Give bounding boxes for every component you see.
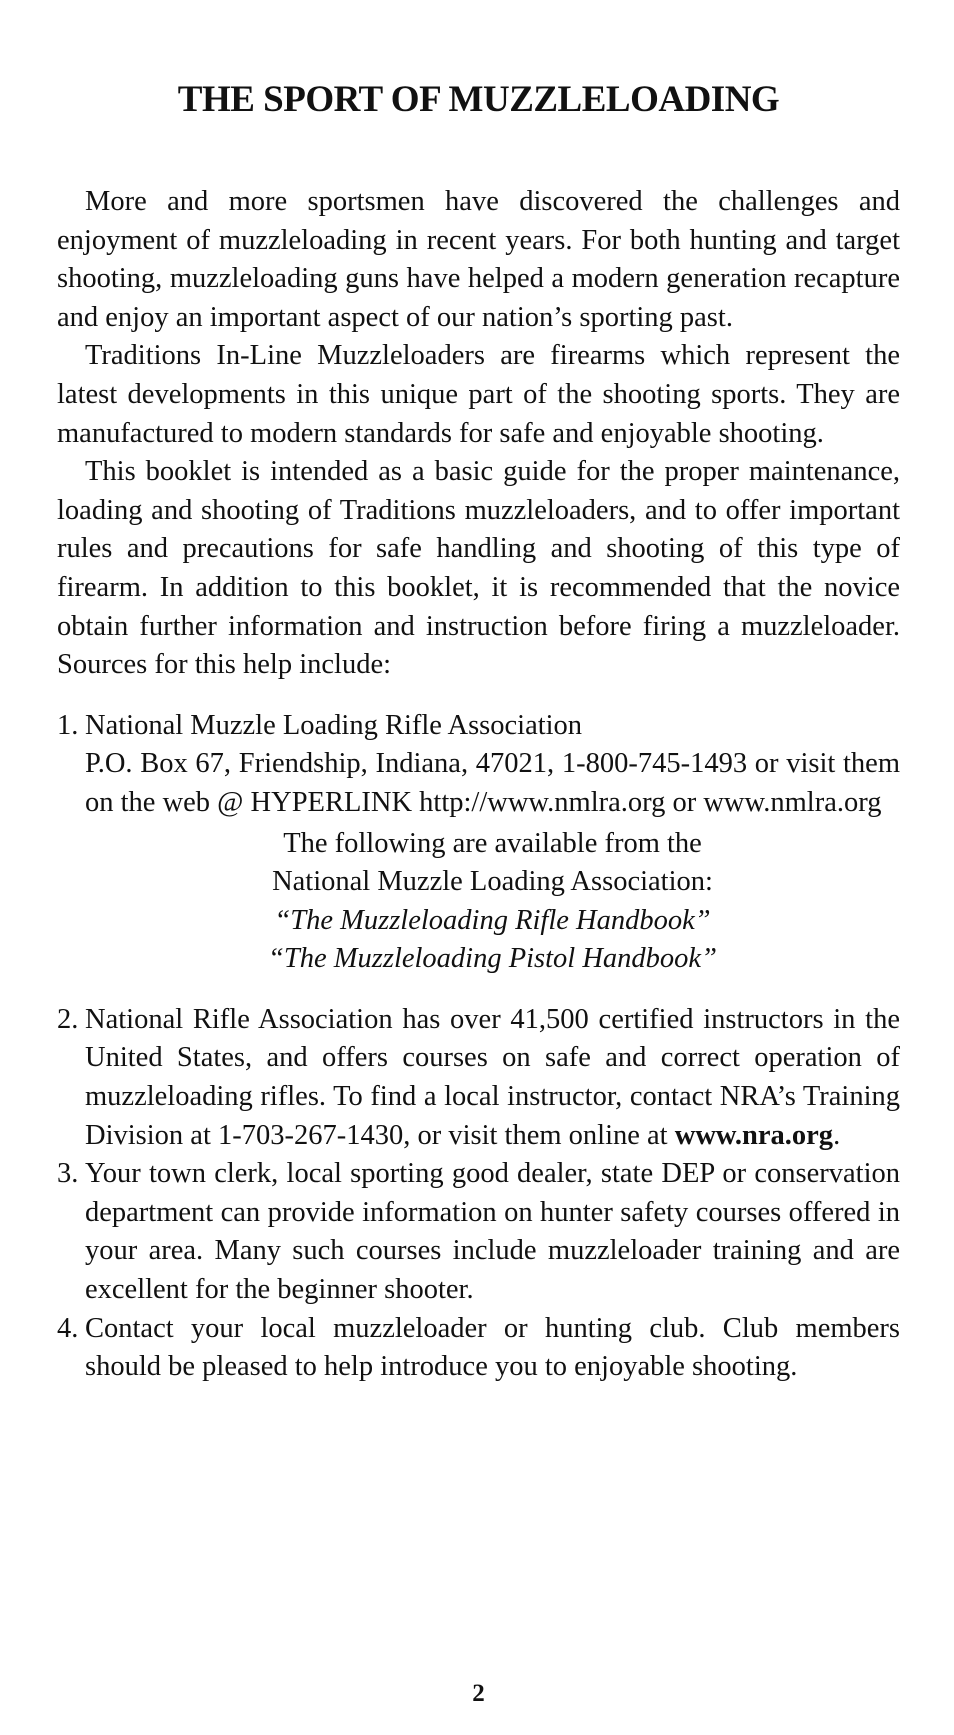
club-text: Contact your local muzzleloader or hunting club. Club members should be pleased to help introduce you to enjoyable shooting. (85, 1312, 900, 1383)
publications-block (57, 825, 900, 979)
list-item-number: 1. (57, 709, 79, 741)
list-item (57, 707, 900, 823)
nra-website-link[interactable]: www.nra.org (674, 1119, 834, 1151)
list-item (57, 1155, 900, 1309)
list-item-number: 4. (57, 1312, 79, 1344)
available-line-2: National Muzzle Loading Association: (272, 866, 713, 898)
page-number: 2 (472, 1680, 485, 1707)
nmlra-heading: National Muzzle Loading Rifle Association (85, 709, 583, 741)
rifle-handbook-title: “The Muzzleloading Rifle Handbook” (274, 904, 711, 936)
nra-text-end: . (833, 1119, 841, 1151)
sources-list (57, 707, 900, 823)
sources-list-continued (57, 1001, 900, 1387)
pistol-handbook-title: “The Muzzleloading Pistol Handbook” (268, 943, 717, 975)
list-item (57, 1310, 900, 1387)
traditions-paragraph: Traditions In-Line Muzzleloaders are firearms which represent the latest developments in this unique part of the shooting sports. They are manufactured to modern standards for safe and enjoyable shooting. (57, 340, 900, 449)
booklet-paragraph: This booklet is intended as a basic guide for the proper maintenance, loading and shooting of Traditions muzzleloaders, and to offer important rules and precautions for safe handling and shooting of this type of firearm. In addition to this booklet, it is recommended that the novice obtain further information and instruction before firing a muzzleloader. Sources for this help include: (57, 456, 900, 681)
list-item-number: 2. (57, 1003, 79, 1035)
available-line-1: The following are available from the (283, 827, 702, 859)
intro-paragraph: More and more sportsmen have discovered the challenges and enjoyment of muzzleloading in recent years. For both hunting and target shooting, muzzleloading guns have helped a modern generation recapture and enjoy an important aspect of our nation’s sporting past. (57, 186, 900, 333)
nra-text: National Rifle Association has over 41,500 certified instructors in the United States, and offers courses on safe and correct operation of muzzleloading rifles. To find a local instructor, contact NRA’s Training Division at 1-703-267-1430, or visit them online at (85, 1003, 900, 1151)
list-item-number: 3. (57, 1158, 79, 1190)
town-clerk-text: Your town clerk, local sporting good dealer, state DEP or conservation department can provide information on hunter safety courses offered in your area. Many such courses include muzzleloader training and are excellent for the beginner shooter. (85, 1158, 900, 1306)
list-item (57, 1001, 900, 1155)
document-page (57, 0, 900, 1735)
page-title: THE SPORT OF MUZZLELOADING (177, 79, 780, 120)
body-text (57, 183, 900, 1387)
nmlra-contact: P.O. Box 67, Friendship, Indiana, 47021, 1-800-745-1493 or visit them on the web @ HYPERLINK http://www.nmlra.org or www.nmlra.org (85, 748, 900, 818)
